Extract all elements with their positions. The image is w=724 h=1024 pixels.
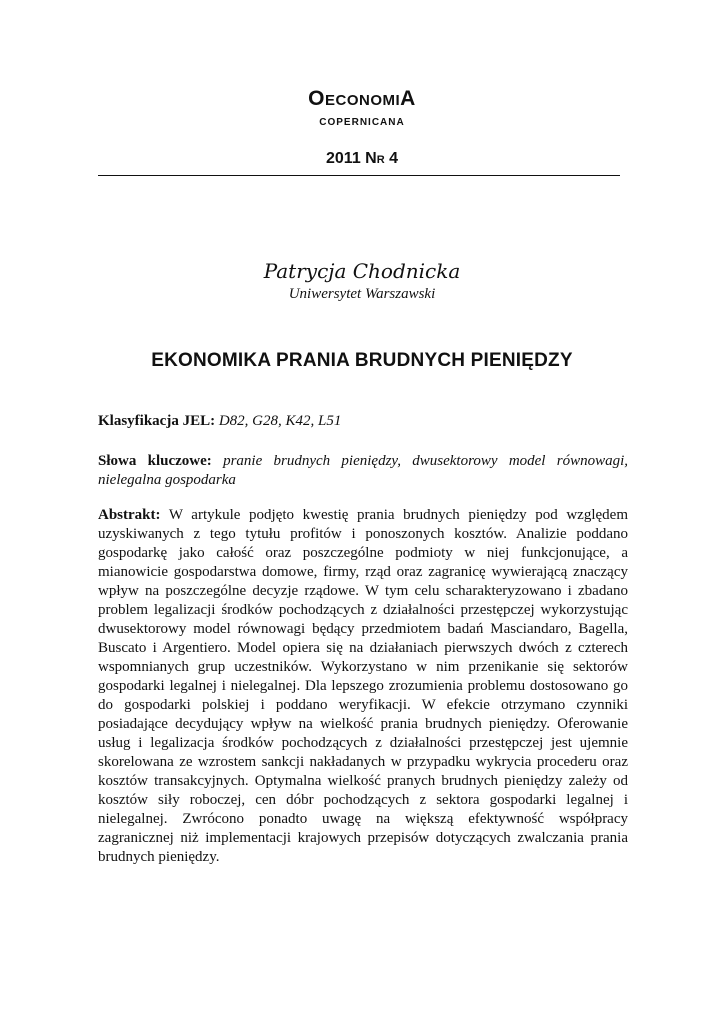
jel-label: Klasyfikacja JEL: (98, 413, 216, 429)
author-name: Patrycja Chodnicka (263, 259, 461, 283)
abstract (98, 506, 628, 867)
keywords-text: pranie brudnych pieniędzy, dwusektorowy model równowagi, nielegalna gospodarka (98, 453, 629, 488)
author-block (0, 257, 724, 303)
journal-issue: 2011 Nr 4 (326, 150, 398, 167)
paper-title: EKONOMIKA PRANIA BRUDNYCH PIENIĘDZY (151, 350, 573, 371)
jel-classification (98, 412, 628, 431)
journal-subtitle: copernicana (319, 112, 405, 128)
keywords-label: Słowa kluczowe: (98, 453, 212, 469)
keywords (98, 452, 628, 490)
abstract-label: Abstrakt: (98, 507, 161, 523)
header-divider (98, 175, 620, 176)
journal-name: OeconomiA (308, 87, 416, 110)
jel-codes: D82, G28, K42, L51 (218, 413, 342, 429)
journal-header (0, 86, 724, 128)
abstract-text: W artykule podjęto kwestię prania brudnych pieniędzy pod względem uzyskiwanych z tego tytułu profitów i ponoszonych kosztów. Analizie poddano gospodarkę jako całość oraz poszczególne podmioty w niej funkcjonujące, a mianowicie gospodarstwa domowe, firmy, rząd oraz zagranicę wywierającą znaczący wpływ na poszczególne decyzje rządowe. W tym celu scharakteryzowano i zbadano problem legalizacji środków pochodzących z działalności przestępczej wykorzystując dwusektorowy model równowagi będący przedmiotem badań Masciandaro, Bagella, Buscato i Argentiero. Model opiera się na działaniach pierwszych dwóch z czterech wspomnianych grup uczestników. Wykorzystano w nim przenikanie się sektorów gospodarki legalnej i nielegalnej. Dla lepszego zrozumienia problemu dostosowano go do gospodarki polskiej i poddano weryfikacji. W efekcie otrzymano czynniki posiadające decydujący wpływ na wielkość prania brudnych pieniędzy. Oferowanie usług i legalizacja środków pochodzących z działalności przestępczej jest ujemnie skorelowana ze wzrostem sankcji nakładanych w przypadku wykrycia procederu oraz kosztów transakcyjnych. Optymalna wielkość pranych brudnych pieniędzy zależy od kosztów siły roboczej, cen dóbr pochodzących z sektora gospodarki legalnej i nielegalnej. Zwrócono ponadto uwagę na większą efektywność współpracy zagranicznej niż implementacji krajowych przepisów dotyczących zwalczania prania brudnych pieniędzy. (98, 507, 628, 865)
author-affiliation: Uniwersytet Warszawski (288, 286, 436, 302)
